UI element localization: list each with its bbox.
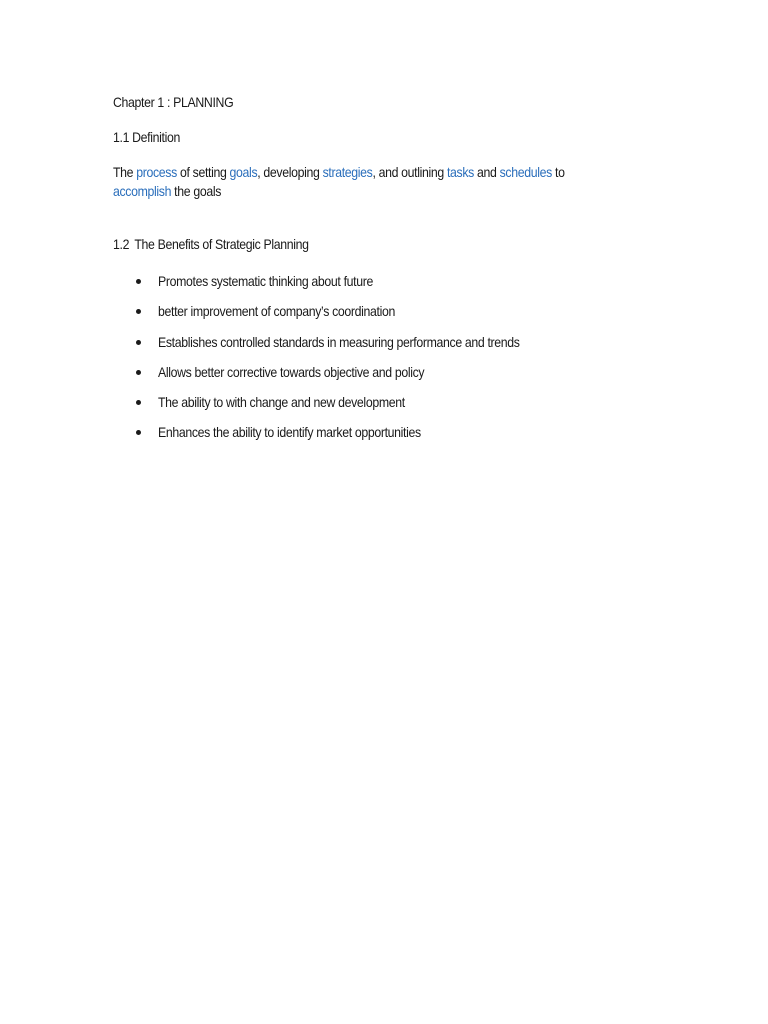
definition-line-1 (113, 163, 565, 182)
list-item (0, 363, 600, 383)
list-item (0, 302, 600, 322)
bullet-icon (136, 400, 141, 405)
accomplish-link[interactable]: accomplish (113, 183, 172, 199)
process-link[interactable]: process (136, 164, 177, 180)
list-item-text: The ability to with change and new development (158, 394, 405, 410)
definition-text: to (551, 164, 565, 180)
bullet-icon (136, 340, 141, 345)
schedules-link[interactable]: schedules (499, 164, 552, 180)
strategies-link[interactable]: strategies (322, 164, 373, 180)
definition-text: The (113, 164, 137, 180)
bullet-icon (136, 430, 141, 435)
list-item (0, 272, 600, 292)
definition-heading: 1.1 Definition (113, 129, 180, 145)
list-item-text: Enhances the ability to identify market opportunities (158, 424, 421, 440)
goals-link[interactable]: goals (229, 164, 258, 180)
list-item (0, 393, 600, 413)
list-item-text: better improvement of company’s coordination (158, 303, 395, 319)
list-item (0, 333, 600, 353)
benefits-heading (113, 235, 309, 254)
section-number: 1.2 (113, 236, 130, 252)
definition-text: , developing (257, 164, 323, 180)
definition-text: and (473, 164, 500, 180)
chapter-title: Chapter 1 : PLANNING (113, 94, 234, 110)
definition-text: , and outlining (372, 164, 447, 180)
definition-text: of setting (176, 164, 230, 180)
bullet-icon (136, 279, 141, 284)
section-title: The Benefits of Strategic Planning (134, 236, 309, 252)
bullet-icon (136, 309, 141, 314)
definition-text: the goals (171, 183, 222, 199)
list-item-text: Establishes controlled standards in measuring performance and trends (158, 334, 520, 350)
bullet-icon (136, 370, 141, 375)
list-item-text: Allows better corrective towards objective and policy (158, 364, 425, 380)
definition-line-2 (113, 182, 221, 201)
list-item (0, 423, 600, 443)
list-item-text: Promotes systematic thinking about future (158, 273, 373, 289)
tasks-link[interactable]: tasks (446, 164, 474, 180)
